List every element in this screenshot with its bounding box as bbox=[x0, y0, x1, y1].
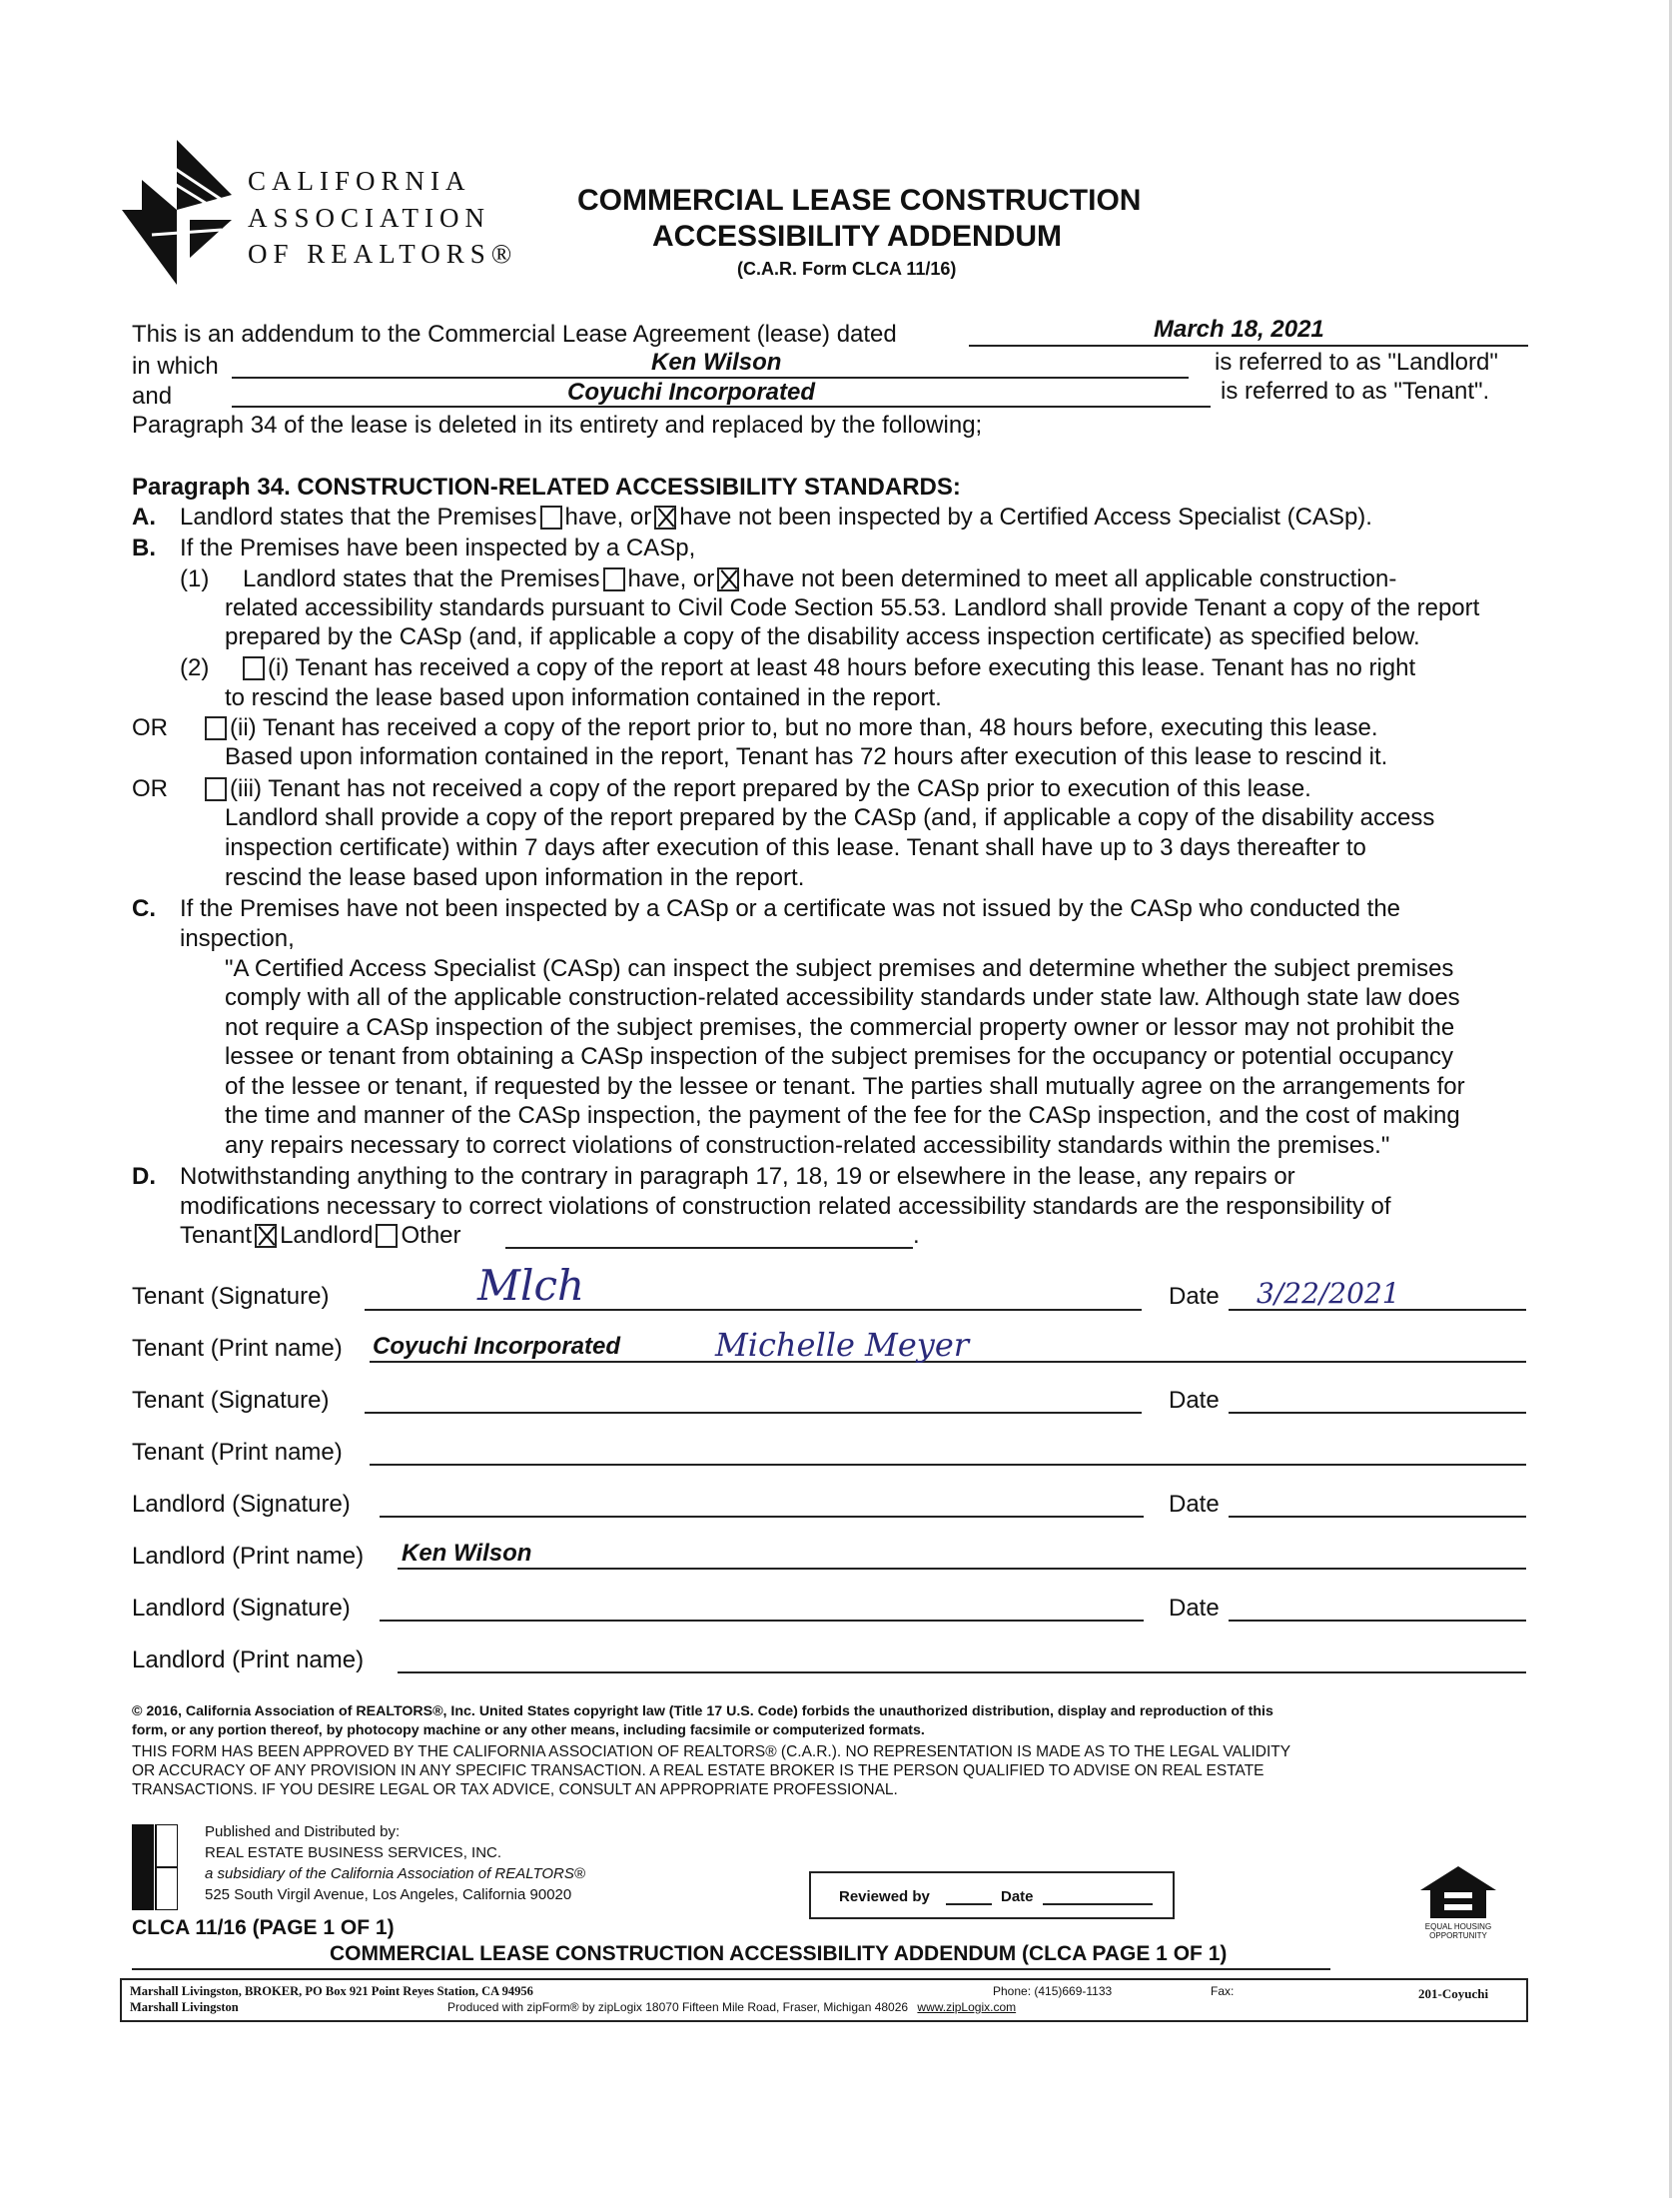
b1-post: have not been determined to meet all applicable construction- bbox=[742, 565, 1397, 592]
b2ii-line1 bbox=[202, 713, 1378, 743]
approval-line2: OR ACCURACY OF ANY PROVISION IN ANY SPECIFIC TRANSACTION. A REAL ESTATE BROKER IS THE PERSON QUALIFIED TO ADVISE ON REAL ESTATE bbox=[132, 1762, 1264, 1779]
item-a-letter: A. bbox=[132, 504, 156, 531]
b2iii-text: (iii) Tenant has not received a copy of the report prepared by the CASp prior to execution of this lease. bbox=[230, 775, 1311, 802]
tenant2-print-label: Tenant (Print name) bbox=[132, 1439, 343, 1466]
b1-num: (1) bbox=[180, 565, 210, 592]
car-logo bbox=[122, 140, 232, 285]
inwhich-label: in which bbox=[132, 353, 219, 380]
tenant2-date-line[interactable] bbox=[1229, 1412, 1526, 1414]
a-have-checkbox[interactable] bbox=[540, 506, 562, 530]
b1-line3: prepared by the CASp (and, if applicable a copy of the disability access inspection certificate) as specified below. bbox=[225, 623, 1420, 650]
b1-have-checkbox[interactable] bbox=[603, 567, 625, 591]
b1-line1 bbox=[243, 564, 1396, 594]
org-name-line3: OF REALTORS® bbox=[248, 239, 518, 269]
b2iii-line3: inspection certificate) within 7 days after execution of this lease. Tenant shall have up to 3 days thereafter to bbox=[225, 834, 1366, 861]
landlord2-sig-line[interactable] bbox=[380, 1620, 1144, 1622]
page-footer-rule bbox=[132, 1968, 1330, 1970]
item-b-text: If the Premises have been inspected by a CASp, bbox=[180, 535, 696, 561]
b2iii-line2: Landlord shall provide a copy of the report prepared by the CASp (and, if applicable a copy of the disability access bbox=[225, 804, 1435, 831]
d-tenant-label: Tenant bbox=[180, 1222, 253, 1249]
item-a bbox=[180, 503, 1372, 533]
d-tenant-checkbox[interactable] bbox=[255, 1224, 277, 1248]
landlord2-date-label: Date bbox=[1169, 1595, 1220, 1622]
item-d-line2: modifications necessary to correct violations of construction related accessibility standards are the responsibility of bbox=[180, 1193, 1391, 1220]
page-id: CLCA 11/16 (PAGE 1 OF 1) bbox=[132, 1916, 395, 1939]
item-c-line1: If the Premises have not been inspected by a CASp or a certificate was not issued by the CASp who conducted the bbox=[180, 895, 1401, 922]
item-c-letter: C. bbox=[132, 895, 156, 922]
casp-quote-line5: of the lessee or tenant, if requested by the lessee or tenant. The parties shall mutually agree on the arrangements for bbox=[225, 1073, 1465, 1100]
org-name-line2: ASSOCIATION bbox=[248, 203, 491, 233]
approval-line3: TRANSACTIONS. IF YOU DESIRE LEGAL OR TAX ADVICE, CONSULT AN APPROPRIATE PROFESSIONAL. bbox=[132, 1781, 898, 1798]
tenant2-print-line[interactable] bbox=[370, 1464, 1526, 1466]
and-label: and bbox=[132, 383, 173, 410]
rebs-logo-icon bbox=[132, 1824, 178, 1910]
b2iii-line1 bbox=[202, 774, 1311, 804]
d-other-label: Other bbox=[401, 1222, 461, 1249]
reviewed-by-line[interactable] bbox=[946, 1903, 992, 1905]
or-2: OR bbox=[132, 775, 168, 802]
tenant-print-hand: Michelle Meyer bbox=[715, 1326, 970, 1364]
landlord-date-line[interactable] bbox=[1229, 1516, 1526, 1518]
broker-fax: Fax: bbox=[1211, 1984, 1235, 1998]
landlord-date-label: Date bbox=[1169, 1491, 1220, 1518]
b2i-checkbox[interactable] bbox=[243, 656, 265, 680]
d-landlord-checkbox[interactable] bbox=[376, 1224, 398, 1248]
d-end: . bbox=[913, 1222, 920, 1249]
landlord-suffix: is referred to as "Landlord" bbox=[1215, 349, 1498, 376]
produced-url-link[interactable]: www.zipLogix.com bbox=[917, 2000, 1017, 2014]
b2-num: (2) bbox=[180, 654, 210, 681]
reviewed-date-line[interactable] bbox=[1043, 1903, 1153, 1905]
casp-quote-line2: comply with all of the applicable construction-related accessibility standards under state law. Although state law does bbox=[225, 984, 1460, 1011]
org-name-line1: CALIFORNIA bbox=[248, 166, 471, 196]
b1-have-not-checkbox[interactable] bbox=[717, 567, 739, 591]
b2i-line2: to rescind the lease based upon information contained in the report. bbox=[225, 684, 942, 711]
broker-line1: Marshall Livingston, BROKER, PO Box 921 Point Reyes Station, CA 94956 bbox=[130, 1984, 533, 1998]
item-c-line2: inspection, bbox=[180, 925, 295, 952]
b1-line2: related accessibility standards pursuant to Civil Code Section 55.53. Landlord shall provide Tenant a copy of the report bbox=[225, 594, 1480, 621]
landlord-sig-label: Landlord (Signature) bbox=[132, 1491, 351, 1518]
publisher-line4: 525 South Virgil Avenue, Los Angeles, California 90020 bbox=[205, 1886, 572, 1903]
landlord2-sig-label: Landlord (Signature) bbox=[132, 1595, 351, 1622]
item-d-line1: Notwithstanding anything to the contrary in paragraph 17, 18, 19 or elsewhere in the lease, any repairs or bbox=[180, 1163, 1295, 1190]
landlord2-print-line[interactable] bbox=[398, 1671, 1526, 1673]
casp-quote-line3: not require a CASp inspection of the subject premises, the commercial property owner or lessor may not prohibit the bbox=[225, 1014, 1455, 1041]
dated-label: This is an addendum to the Commercial Lease Agreement (lease) dated bbox=[132, 321, 897, 348]
paragraph-note: Paragraph 34 of the lease is deleted in its entirety and replaced by the following; bbox=[132, 412, 983, 439]
tenant-date-hand: 3/22/2021 bbox=[1257, 1277, 1400, 1310]
broker-phone: Phone: (415)669-1133 bbox=[993, 1984, 1113, 1998]
landlord2-print-label: Landlord (Print name) bbox=[132, 1647, 365, 1673]
b2i-text: (i) Tenant has received a copy of the report at least 48 hours before executing this lease. Tenant has no right bbox=[268, 654, 1416, 681]
lease-date-value: March 18, 2021 bbox=[1154, 316, 1324, 343]
tenant-name-value: Coyuchi Incorporated bbox=[567, 379, 816, 406]
d-landlord-label: Landlord bbox=[280, 1222, 374, 1249]
tenant-suffix: is referred to as "Tenant". bbox=[1221, 378, 1490, 405]
tenant2-sig-line[interactable] bbox=[365, 1412, 1142, 1414]
item-a-have: have, or bbox=[564, 504, 652, 531]
broker-box bbox=[120, 1978, 1528, 2022]
produced-by bbox=[447, 2000, 1016, 2015]
item-a-pre: Landlord states that the Premises bbox=[180, 504, 537, 531]
reviewed-by-label: Reviewed by bbox=[839, 1888, 930, 1905]
tenant-print-value: Coyuchi Incorporated bbox=[373, 1333, 621, 1360]
copyright-line2: form, or any portion thereof, by photocopy machine or any other means, including facsimile or computerized formats. bbox=[132, 1722, 925, 1738]
casp-quote-line1: "A Certified Access Specialist (CASp) can inspect the subject premises and determine whether the subject premises bbox=[225, 955, 1454, 982]
landlord-print-label: Landlord (Print name) bbox=[132, 1543, 365, 1570]
item-d-line3 bbox=[180, 1221, 461, 1251]
b1-pre: Landlord states that the Premises bbox=[243, 565, 600, 592]
page-footer-title: COMMERCIAL LEASE CONSTRUCTION ACCESSIBILITY ADDENDUM (CLCA PAGE 1 OF 1) bbox=[330, 1942, 1228, 1965]
form-title-line2: ACCESSIBILITY ADDENDUM bbox=[652, 220, 1063, 253]
tenant2-date-label: Date bbox=[1169, 1387, 1220, 1414]
tenant2-sig-label: Tenant (Signature) bbox=[132, 1387, 330, 1414]
b2iii-line4: rescind the lease based upon information in the report. bbox=[225, 864, 805, 891]
b2i-line1 bbox=[240, 653, 1415, 683]
b2iii-checkbox[interactable] bbox=[205, 777, 227, 801]
b2ii-checkbox[interactable] bbox=[205, 716, 227, 740]
b2ii-text: (ii) Tenant has received a copy of the report prior to, but no more than, 48 hours before, executing this lease. bbox=[230, 714, 1378, 741]
landlord-print-value: Ken Wilson bbox=[402, 1540, 532, 1567]
b2ii-line2: Based upon information contained in the report, Tenant has 72 hours after execution of this lease to rescind it. bbox=[225, 743, 1388, 770]
publisher-line2: REAL ESTATE BUSINESS SERVICES, INC. bbox=[205, 1844, 502, 1861]
approval-line1: THIS FORM HAS BEEN APPROVED BY THE CALIFORNIA ASSOCIATION OF REALTORS® (C.A.R.). NO REPRESENTATION IS MADE AS TO THE LEGAL VALIDITY bbox=[132, 1743, 1291, 1760]
b1-have: have, or bbox=[627, 565, 715, 592]
tenant-date-label: Date bbox=[1169, 1283, 1220, 1310]
casp-quote-line4: lessee or tenant from obtaining a CASp inspection of the subject premises for the occupancy or potential occupancy bbox=[225, 1043, 1454, 1070]
p34-heading: Paragraph 34. CONSTRUCTION-RELATED ACCESSIBILITY STANDARDS: bbox=[132, 474, 961, 501]
item-a-post: have not been inspected by a Certified Access Specialist (CASp). bbox=[679, 504, 1372, 531]
item-b-letter: B. bbox=[132, 535, 156, 561]
reviewed-date-label: Date bbox=[1001, 1888, 1034, 1905]
tenant-print-label: Tenant (Print name) bbox=[132, 1335, 343, 1362]
or-1: OR bbox=[132, 714, 168, 741]
casp-quote-line7: any repairs necessary to correct violations of construction-related accessibility standards within the premises." bbox=[225, 1132, 1390, 1159]
produced-text: Produced with zipForm® by zipLogix 18070 Fifteen Mile Road, Fraser, Michigan 48026 bbox=[447, 2000, 909, 2014]
publisher-line1: Published and Distributed by: bbox=[205, 1823, 401, 1840]
landlord-print-line[interactable] bbox=[398, 1568, 1526, 1570]
scan-edge bbox=[1669, 0, 1672, 2198]
copyright-line1: © 2016, California Association of REALTORS®, Inc. United States copyright law (Title 17 U.S. Code) forbids the unauthorized distribution, display and reproduction of this bbox=[132, 1703, 1273, 1719]
equal-housing-text: EQUAL HOUSING OPPORTUNITY bbox=[1424, 1922, 1492, 1940]
reviewed-box[interactable] bbox=[809, 1871, 1175, 1919]
broker-line2: Marshall Livingston bbox=[130, 2000, 239, 2014]
casp-quote-line6: the time and manner of the CASp inspection, the payment of the fee for the CASp inspection, and the cost of making bbox=[225, 1102, 1460, 1129]
publisher-line3: a subsidiary of the California Association of REALTORS® bbox=[205, 1865, 585, 1882]
item-d-letter: D. bbox=[132, 1163, 156, 1190]
landlord-name-value: Ken Wilson bbox=[651, 349, 782, 376]
d-other-line bbox=[505, 1247, 913, 1249]
file-id: 201-Coyuchi bbox=[1418, 1986, 1489, 2001]
dated-line bbox=[969, 345, 1528, 347]
landlord2-date-line[interactable] bbox=[1229, 1620, 1526, 1622]
tenant-signature: Mlch bbox=[477, 1261, 585, 1310]
a-have-not-checkbox[interactable] bbox=[654, 506, 676, 530]
form-title-line1: COMMERCIAL LEASE CONSTRUCTION bbox=[577, 184, 1142, 217]
form-id: (C.A.R. Form CLCA 11/16) bbox=[737, 259, 957, 279]
landlord-sig-line[interactable] bbox=[380, 1516, 1144, 1518]
tenant-sig-label: Tenant (Signature) bbox=[132, 1283, 330, 1310]
